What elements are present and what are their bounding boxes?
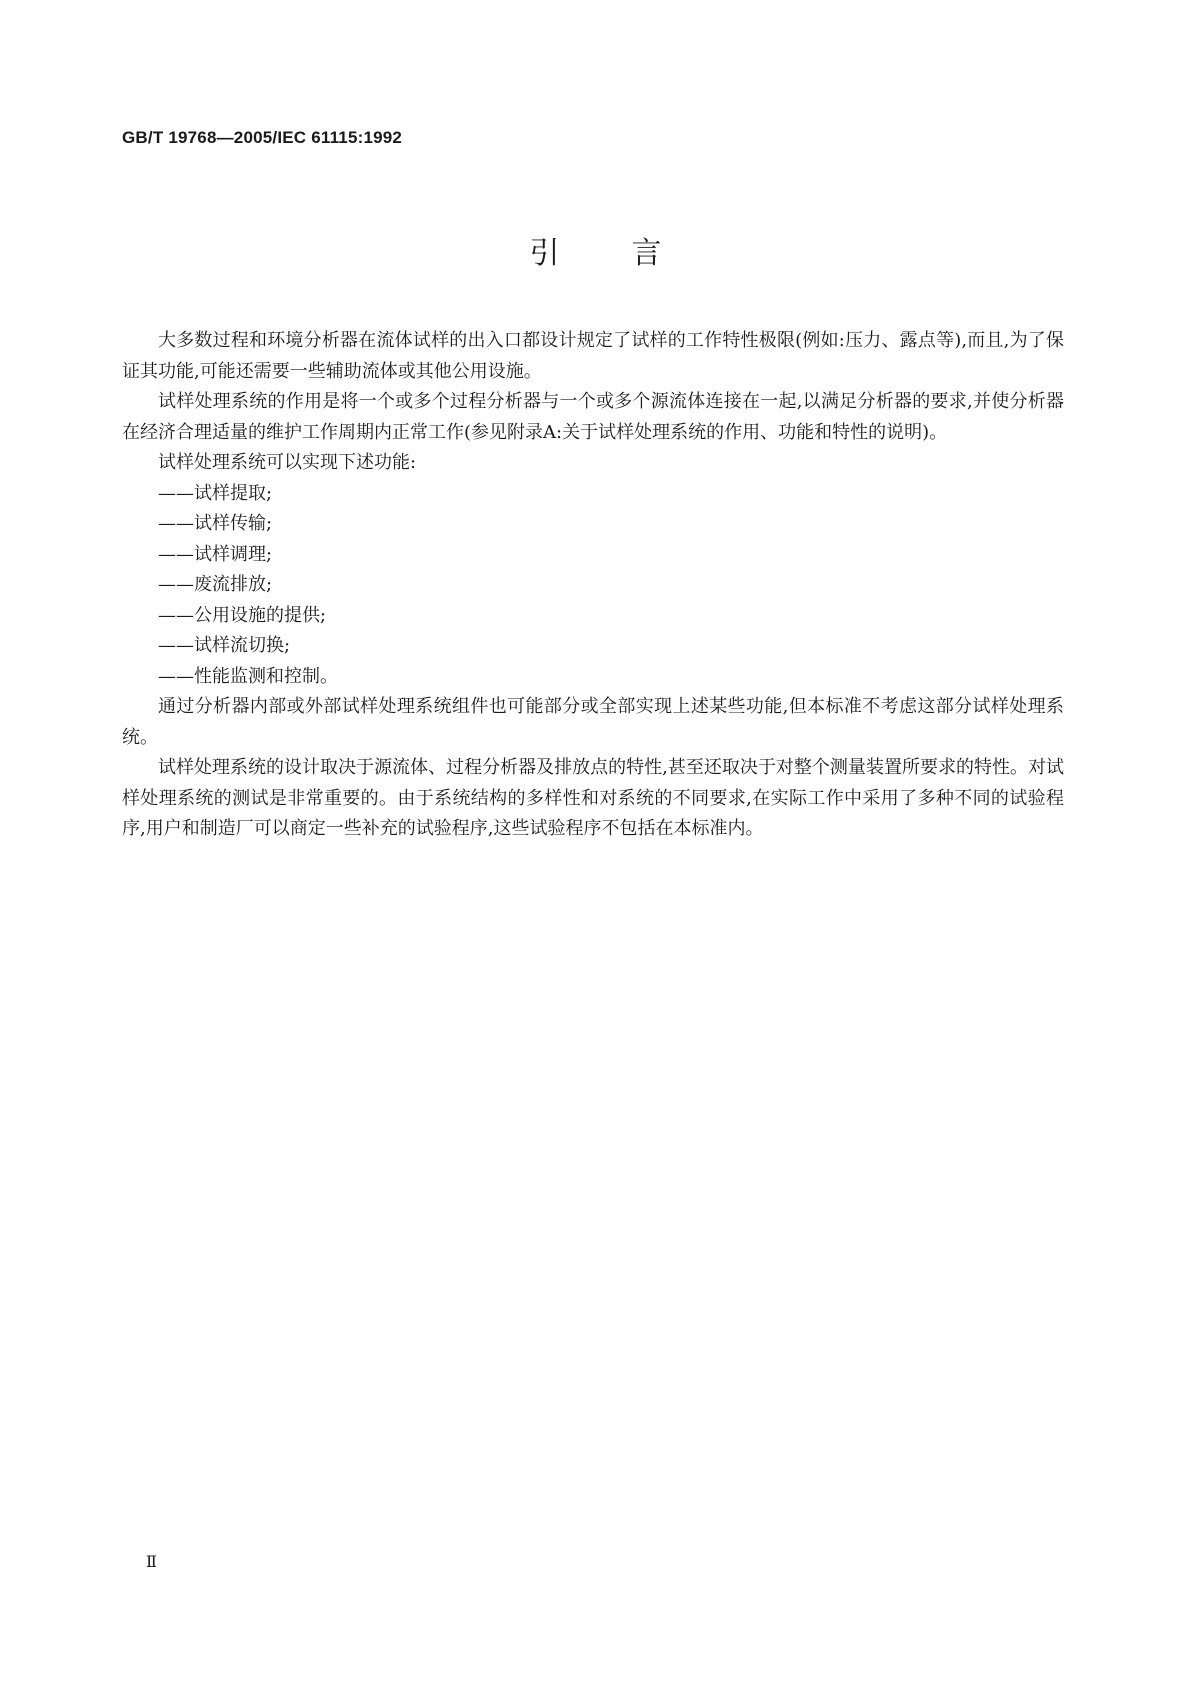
list-item: ——公用设施的提供; <box>158 604 327 626</box>
title-char-1: 引 <box>529 236 560 271</box>
page-title <box>0 228 1191 272</box>
standard-code-header: GB/T 19768—2005/IEC 61115:1992 <box>122 128 403 147</box>
page-number: Ⅱ <box>146 1554 157 1571</box>
paragraph-1: 大多数过程和环境分析器在流体试样的出入口都设计规定了试样的工作特性极限(例如:压力、露点等),而且,为了保证其功能,可能还需要一些辅助流体或其他公用设施。 <box>122 330 1064 382</box>
list-item: ——性能监测和控制。 <box>158 665 338 687</box>
introduction-body <box>122 326 1064 845</box>
list-item: ——试样传输; <box>158 513 273 534</box>
paragraph-2: 试样处理系统的作用是将一个或多个过程分析器与一个或多个源流体连接在一起,以满足分析器的要求,并使分析器在经济合理适量的维护工作周期内正常工作(参见附录A:关于试样处理系统的作用、功能和特性的说明)。 <box>122 391 1064 443</box>
list-item: ——废流排放; <box>158 574 273 595</box>
title-char-2: 言 <box>631 236 662 271</box>
list-item: ——试样提取; <box>158 482 273 504</box>
list-item: ——试样流切换; <box>158 635 291 656</box>
paragraph-3: 试样处理系统可以实现下述功能: <box>158 452 417 473</box>
paragraph-4: 通过分析器内部或外部试样处理系统组件也可能部分或全部实现上述某些功能,但本标准不考虑这部分试样处理系统。 <box>122 696 1064 748</box>
list-item: ——试样调理; <box>158 543 273 565</box>
paragraph-5: 试样处理系统的设计取决于源流体、过程分析器及排放点的特性,甚至还取决于对整个测量装置所要求的特性。对试样处理系统的测试是非常重要的。由于系统结构的多样性和对系统的不同要求,在实际工作中采用了多种不同的试验程序,用户和制造厂可以商定一些补充的试验程序,这些试验程序不包括在本标准内。 <box>122 757 1064 839</box>
